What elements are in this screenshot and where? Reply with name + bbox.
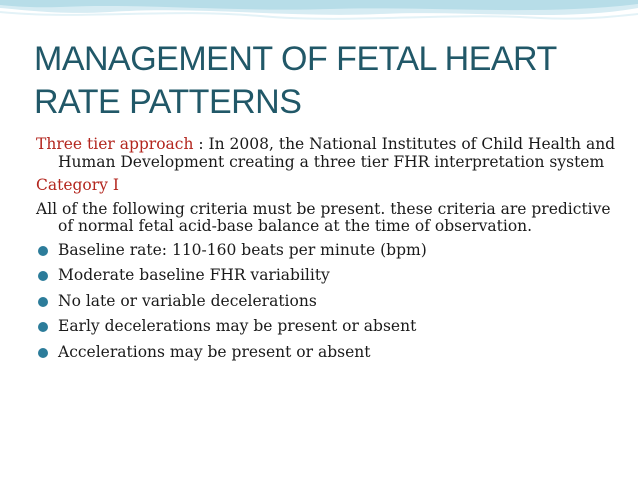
bullet-icon — [38, 348, 48, 358]
intro-label: Three tier approach — [36, 135, 194, 153]
bullet-icon — [38, 297, 48, 307]
bullet-icon — [38, 322, 48, 332]
slide-body — [36, 136, 626, 369]
decorative-wave — [0, 0, 638, 40]
category-heading: Category I — [36, 176, 119, 194]
criteria-list — [36, 242, 626, 362]
criteria-paragraph: All of the following criteria must be present. these criteria are predictive of normal fetal acid-base balance at the time of observation. — [36, 199, 611, 235]
list-item — [36, 318, 626, 336]
intro-paragraph — [36, 136, 626, 171]
list-item-text: Accelerations may be present or absent — [58, 342, 371, 361]
list-item-text: No late or variable decelerations — [58, 291, 317, 310]
list-item-text: Moderate baseline FHR variability — [58, 266, 330, 284]
intro-text: : In 2008, the National Institutes of Child Health and Human Development creating a three tier FHR interpretation system — [58, 135, 616, 171]
bullet-icon — [38, 271, 48, 281]
list-item — [36, 344, 626, 362]
bullet-icon — [38, 246, 48, 256]
list-item — [36, 267, 626, 285]
list-item — [36, 242, 626, 260]
slide-title: MANAGEMENT OF FETAL HEART RATE PATTERNS — [34, 40, 557, 121]
list-item — [36, 293, 626, 311]
list-item-text: Early decelerations may be present or absent — [58, 317, 417, 335]
list-item-text: Baseline rate: 110-160 beats per minute (bpm) — [58, 240, 427, 259]
